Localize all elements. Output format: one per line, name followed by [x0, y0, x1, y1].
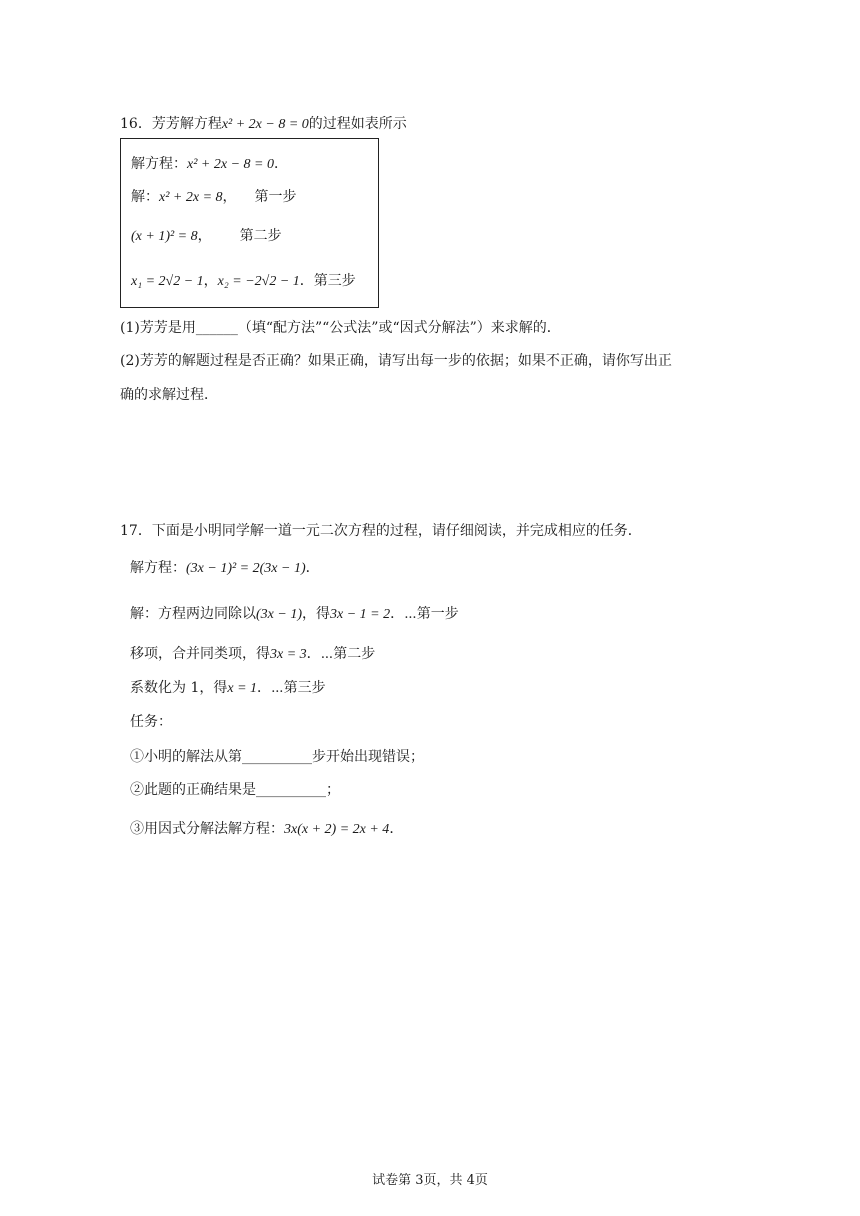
box-line-3	[131, 225, 282, 245]
box-line3-sep: ，	[197, 228, 212, 244]
q17-task-1: ①小明的解法从第__________步开始出现错误；	[130, 749, 424, 765]
q17-step1-c: ．⋯第一步	[390, 606, 459, 622]
box-line3-step: 第二步	[239, 228, 282, 244]
q17-step2-c: ．⋯第二步	[306, 646, 376, 662]
q16-number: 16．	[120, 116, 152, 132]
q17-equation-line	[130, 557, 320, 577]
box-line4-eq2: x₂ = −2√2 − 1	[217, 274, 300, 289]
box-line-4	[131, 270, 356, 290]
q17-task-3	[130, 818, 403, 838]
q16-intro-text: 芳芳解方程	[151, 116, 222, 132]
q17-step3-a: 系数化为 1，得	[130, 680, 228, 696]
box-line1-eq: x² + 2x − 8 = 0	[187, 157, 274, 172]
q17-task3-a: ③用因式分解法解方程：	[130, 821, 284, 837]
q17-step-3	[130, 677, 326, 697]
q16-part2-line1: (2)芳芳的解题过程是否正确？如果正确，请写出每一步的依据；如果不正确，请你写出正	[120, 353, 672, 369]
box-line1-label: 解方程：	[131, 156, 187, 172]
q17-step3-c: ．⋯第三步	[257, 680, 326, 696]
q17-step1-div: (3x − 1)	[256, 607, 302, 622]
q17-step1-eq: 3x − 1 = 2	[330, 607, 391, 622]
q16-part2-line2: 确的求解过程．	[120, 387, 218, 403]
q17-task-label: 任务：	[130, 714, 172, 730]
q16-part1: (1)芳芳是用______（填“配方法”“公式法”或“因式分解法”）来求解的．	[120, 320, 561, 336]
box-line2-label: 解：	[131, 189, 159, 205]
q17-eq-label: 解方程：	[130, 560, 186, 576]
q17-step1-a: 解：方程两边同除以	[130, 606, 256, 622]
q17-title: 17．下面是小明同学解一道一元二次方程的过程，请仔细阅读，并完成相应的任务．	[120, 523, 642, 539]
q16-intro-tail: 的过程如表所示	[308, 116, 407, 132]
q17-eq: (3x − 1)² = 2(3x − 1)	[186, 561, 306, 576]
q17-step-1	[130, 603, 459, 623]
box-line-2	[131, 186, 297, 206]
box-line1-end: ．	[273, 156, 288, 172]
q17-step1-b: ，得	[302, 606, 330, 622]
q16-equation: x² + 2x − 8 = 0	[221, 117, 309, 132]
q17-eq-end: ．	[305, 560, 320, 576]
q17-step3-eq: x = 1	[227, 681, 258, 696]
box-line2-eq: x² + 2x = 8	[159, 190, 223, 205]
box-line2-sep: ，	[222, 189, 237, 205]
page-footer: 试卷第 3页，共 4页	[372, 1173, 488, 1188]
q17-step2-a: 移项，合并同类项，得	[130, 646, 270, 662]
q17-task3-eq: 3x(x + 2) = 2x + 4	[284, 822, 390, 837]
q17-task3-end: ．	[389, 821, 404, 837]
q17-task-2: ②此题的正确结果是__________；	[130, 782, 340, 798]
q16-intro	[120, 113, 407, 133]
box-line2-step: 第一步	[254, 189, 297, 205]
box-line4-eq1: x₁ = 2√2 − 1	[131, 274, 204, 289]
q17-step2-eq: 3x = 3	[270, 647, 307, 662]
box-line4-sep: ，	[203, 273, 218, 289]
box-line4-step: ．第三步	[299, 273, 356, 289]
q17-step-2	[130, 643, 375, 663]
box-line-1	[131, 153, 288, 173]
box-line3-eq: (x + 1)² = 8	[131, 229, 198, 244]
